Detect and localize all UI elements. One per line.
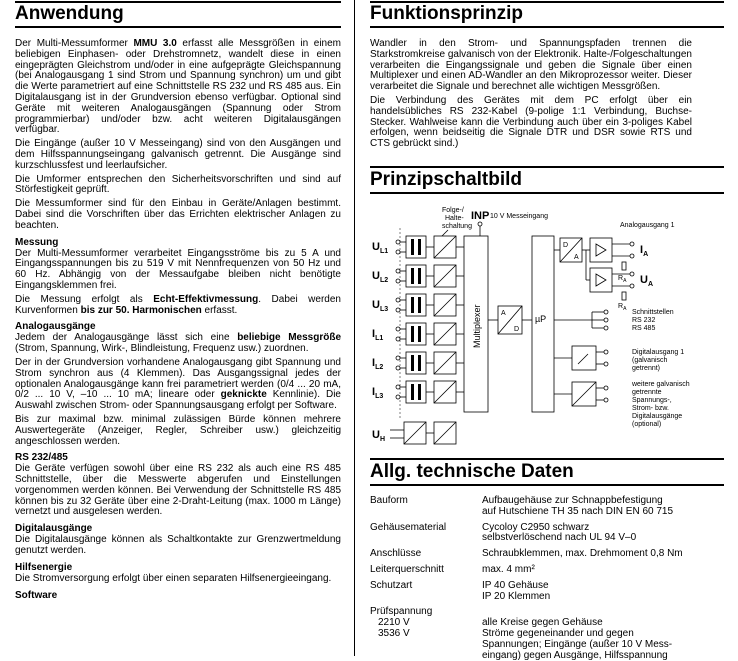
intro-paragraph: Der Multi-Messumformer MMU 3.0 erfasst alle Messgrößen in einem beliebigen Einphasen- oder Drehstromnetz, wandelt diese in einen eingeprägten Gleichstrom und/oder in eine aufgeprägte Gleichspannung (bei Analogausgang 1 sind Strom und Spannung synchron) um und gibt die Werte parametriert auf eine Schnittstelle RS 232 und RS 485 aus. Ein Digitalausgang ist in der Grundversion ebenso verfügbar. Optional sind Geräte mit weiteren Analogausgängen (Spannung oder Strom programmierbar) und/oder bzw. acht weiteren Digitalausgängen verfügbar. [15,38,341,136]
schnittstellen-label: Schnittstellen RS 232 RS 485 [632,309,674,332]
transformer-core [418,355,421,371]
terminal [396,308,400,312]
tech-value: Cycoloy C2950 schwarz [482,521,590,533]
tech-label: Prüfspannung [370,606,433,618]
section-title-anwendung: Anwendung [15,3,124,24]
tech-label: 2210 V [378,617,410,629]
transformer-core [418,268,421,284]
tech-value: Ströme gegeneinander und gegen [482,628,634,639]
multiplexer-label: Multiplexer [472,304,482,348]
terminal [604,326,608,330]
paragraph: Der in der Grundversion vorhandene Analogausgang gibt Spannung und Strom synchron aus (4 Klemmen). Das Ausgangssignal jedes der optionalen Analogausgänge kann frei parametriert werden (0/4 ... 20 mA, 0/2 ... 10 V, –10 ... 10 mA; lineare oder geknickte Kennlinie). Die Auswahl zwischen Strom- oder Spannungsausgang erfolgt per Software. [15,356,341,412]
transformer-core [411,268,414,284]
terminal [396,385,400,389]
input-label: $U_{L1}$ [372,241,389,255]
tech-value: eingang) gegen Ausgänge, Hilfsspannung [482,649,668,661]
transformer-block [406,294,426,316]
heading-digitalausgaenge: Digitalausgänge [15,523,93,535]
input-label: $I_{L2}$ [372,357,384,371]
heading-rs232-485: RS 232/485 [15,452,68,464]
heading-messung: Messung [15,236,59,248]
tech-value: Schraubklemmen, max. Drehmoment 0,8 Nm [482,548,683,560]
section-title-technische-daten: Allg. technische Daten [370,461,574,482]
input-label: $I_{L1}$ [372,328,384,342]
paragraph: Jedem der Analogausgänge lässt sich eine beliebige Messgröße (Strom, Spannung, Wirk-, Blindleistung, Frequenz usw.) zuordnen. [15,332,342,355]
terminal [396,356,400,360]
tech-value: Spannungen; Eingänge (außer 10 V Mess- [482,638,673,650]
transformer-core [411,297,414,313]
paragraph: Bis zur maximal bzw. minimal zulässigen Bürde können mehrere Auswertegeräte (Anzeiger, Regler, Schreiber usw.) gleichzeitig angeschlossen werden. [15,413,341,447]
transformer-core [418,326,421,342]
paragraph: Die Eingänge (außer 10 V Messeingang) sind von den Ausgängen und dem Hilfsspannungseingang galvanisch getrennt. Die Ausgänge sind kurzschlussfest und leerlaufsicher. [15,138,341,171]
adc-a-label: A [501,310,506,317]
ra-resistor [622,292,626,300]
terminal [396,250,400,254]
paragraph: Die Verbindung des Gerätes mit dem PC erfolgt über ein handelsübliches RS 232-Kabel (9-polige 1:1 Verbindung, Buchse-Stecker. Wahlweise kann die Verbindung auch über ein 3-poliges Kabel erfolgen, wenn beidseitig die Signale DTR und DSR sowie RTS und CTS gebrückt sind.) [370,94,692,150]
tech-value: alle Kreise gegen Gehäuse [482,617,603,629]
transformer-core [411,326,414,342]
inp-terminal [478,222,482,226]
section-title-prinzipschaltbild: Prinzipschaltbild [370,169,523,190]
paragraph: Die Messung erfolgt als Echt-Effektivmessung. Dabei werden Kurvenformen bis zur 50. Harmonischen erfasst. [15,293,341,316]
weitere-label: weitere galvanisch getrennte Spannungs-, Strom- bzw. Digitalausgänge (optional) [632,381,690,428]
tech-value: auf Hutschiene TH 35 nach DIN EN 60 715 [482,505,674,517]
title-rule [370,458,724,460]
terminal [630,242,634,246]
dac-a-label: A [574,254,579,261]
terminal [396,240,400,244]
ra-label: $R_A$ [618,303,627,312]
analog1-label: Analogausgang 1 [620,222,675,229]
terminal [604,350,608,354]
adc-d-label: D [514,326,520,333]
terminal [630,284,634,288]
tech-value: IP 20 Klemmen [482,590,551,602]
terminal [604,310,608,314]
input-label: $U_{L2}$ [372,270,389,284]
tech-label: Schutzart [370,579,413,591]
ra-label: $R_A$ [618,275,627,284]
tech-label: 3536 V [378,628,410,639]
title-rule [370,484,724,486]
paragraph: Die Digitalausgänge können als Schaltkontakte zur Grenzwertmeldung genutzt werden. [15,534,341,557]
transformer-block [406,265,426,287]
tech-label: Anschlüsse [370,548,422,560]
column-divider [354,0,355,656]
section-title-funktionsprinzip: Funktionsprinzip [370,3,524,24]
ua-label: $U_A$ [640,274,654,288]
paragraph: Die Geräte verfügen sowohl über eine RS 232 als auch eine RS 485 Schnittstelle, über die Messwerte abgerufen und Einstellungen vorgenommen werden können. Bei Verwendung der Schnittstelle RS 485 können bis zu 32 Geräte über eine 2-Draht-Leitung (max. 1000 m Länge) vernetzt und ausgelesen werden. [15,463,341,518]
paragraph: Der Multi-Messumformer verarbeitet Eingangsströme bis zu 5 A und Eingangsspannungen bis zu 519 V mit Nennfrequenzen von 50 Hz und 60 Hz. Abhängig von der Messaufgabe bleiben nicht benötigte Eingangsklemmen frei. [15,247,341,291]
iso-amp-u [590,268,612,292]
terminal [396,337,400,341]
tech-value: Aufbaugehäuse zur Schnappbefestigung [482,495,663,506]
transformer-block [406,352,426,374]
paragraph: Wandler in den Strom- und Spannungspfaden trennen die Starkstromkreise galvanisch von der Elektronik. Halte-/Folgeschaltungen verarbeiten die Eingangssignale und geben die Signale über einen Multiplexer und einen AD-Wandler an den Mikroprozessor weiter. Dieser verarbeitet die Signale und berechnet alle wichtigen Messgrößen. [370,38,692,93]
terminal [630,272,634,276]
title-rule [15,26,341,28]
transformer-core [411,355,414,371]
transformer-core [411,384,414,400]
ra-resistor [622,262,626,270]
paragraph: Die Umformer entsprechen den Sicherheitsvorschriften und sind auf Störfestigkeit geprüft. [15,173,341,196]
transformer-core [418,297,421,313]
terminal [396,279,400,283]
terminal [604,318,608,322]
terminal [396,298,400,302]
input-label: $U_{L3}$ [372,299,389,313]
transformer-core [418,384,421,400]
digital1-label: Digitalausgang 1 (galvanisch getrennt) [632,349,685,372]
terminal [396,366,400,370]
inp-sublabel: 10 V Messeingang [490,213,548,220]
tech-label: Gehäusematerial [370,521,447,533]
terminal [396,269,400,273]
iso-amp-i [590,238,612,262]
transformer-block [406,236,426,258]
terminal [396,327,400,331]
transformer-core [418,239,421,255]
transformer-core [411,239,414,255]
ia-label: $I_A$ [640,244,649,258]
uh-label: $U_H$ [372,429,386,443]
dac-d-label: D [563,242,569,249]
transformer-block [406,323,426,345]
tech-value: max. 4 mm² [482,564,535,575]
title-rule [370,26,724,28]
heading-software: Software [15,589,58,601]
heading-hilfsenergie: Hilfsenergie [15,561,73,573]
paragraph: Die Messumformer sind für den Einbau in Geräte/Anlagen bestimmt. Dabei sind die Vorschriften über das Errichten elektrischer Anlagen zu beachten. [15,198,341,231]
tech-value: selbstverlöschend nach UL 94 V–0 [482,532,637,544]
terminal [396,395,400,399]
title-rule [370,166,724,168]
input-label: $I_{L3}$ [372,386,384,400]
title-rule [370,192,724,194]
mup-label: µP [535,314,547,324]
block-diagram [370,198,724,448]
heading-analogausgaenge: Analogausgänge [15,321,96,333]
tech-label: Bauform [370,495,408,506]
microprocessor-block [532,236,554,412]
terminal [604,362,608,366]
terminal [630,254,634,258]
terminal [604,398,608,402]
transformer-block [406,381,426,403]
folge-label: Folge-/ Halte-schaltung [442,207,472,230]
paragraph: Die Stromversorgung erfolgt über einen separaten Hilfsenergieeingang. [15,572,332,584]
input-rows [372,236,464,403]
inp-label: INP [471,210,490,222]
terminal [604,386,608,390]
tech-value: IP 40 Gehäuse [482,579,549,591]
tech-label: Leiterquerschnitt [370,564,444,575]
